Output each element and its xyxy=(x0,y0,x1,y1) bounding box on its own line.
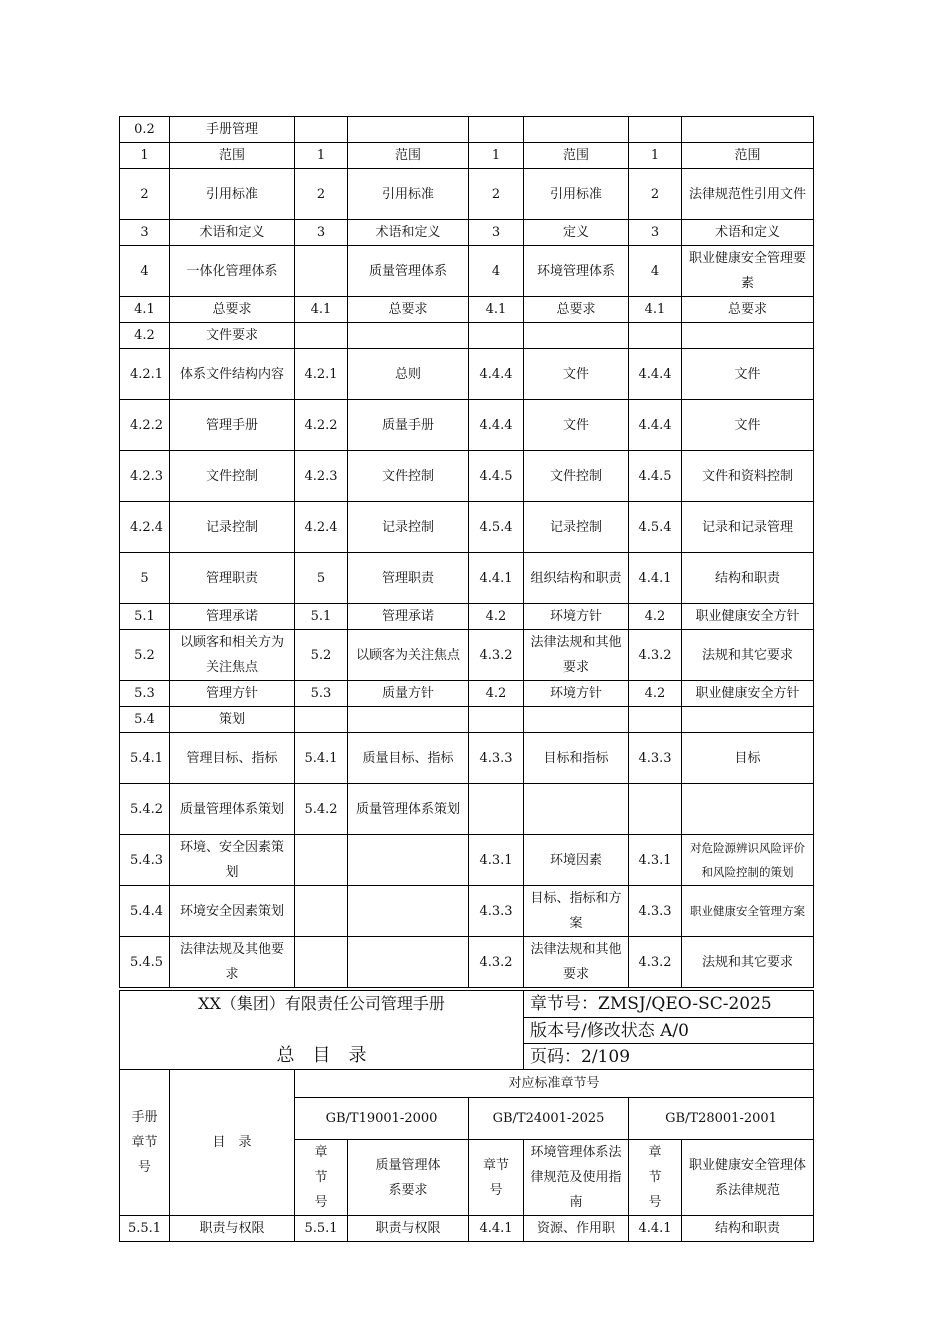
table-row xyxy=(120,1216,814,1242)
manual-title-cell: 总要求 xyxy=(170,297,295,323)
table-row xyxy=(120,220,814,246)
std2-section-cell: 4.3.3 xyxy=(469,733,524,784)
std2-title-cell: 文件控制 xyxy=(524,451,629,502)
manual-section-cell: 5.2 xyxy=(120,630,170,681)
std3-section-cell xyxy=(629,117,682,143)
manual-title-cell: 体系文件结构内容 xyxy=(170,349,295,400)
section-number-label: 章节号 xyxy=(629,1140,682,1216)
manual-section-cell: 5 xyxy=(120,553,170,604)
std3-section-cell: 4.4.4 xyxy=(629,400,682,451)
std3-title-cell: 文件 xyxy=(682,400,814,451)
table-row xyxy=(120,143,814,169)
manual-title-cell: 一体化管理体系 xyxy=(170,246,295,297)
manual-chapter-label: 手册章节号 xyxy=(120,1070,170,1216)
std3-title-cell: 结构和职责 xyxy=(682,553,814,604)
std1-section-cell: 5.4.1 xyxy=(295,733,348,784)
manual-title-cell: 管理职责 xyxy=(170,553,295,604)
std2-section-cell: 4.4.1 xyxy=(469,1216,524,1242)
table-row xyxy=(120,733,814,784)
std1-title-cell: 质量管理体系策划 xyxy=(348,784,469,835)
manual-title-cell: 记录控制 xyxy=(170,502,295,553)
std2-section-cell: 4.2 xyxy=(469,604,524,630)
std2-title-cell xyxy=(524,784,629,835)
table-row xyxy=(120,246,814,297)
manual-title-cell: 管理方针 xyxy=(170,681,295,707)
std2-title-cell: 文件 xyxy=(524,349,629,400)
manual-section-cell: 3 xyxy=(120,220,170,246)
std2-section-cell: 4.3.3 xyxy=(469,886,524,937)
header-title-cell xyxy=(120,991,524,1070)
std2-section-cell: 4.4.4 xyxy=(469,400,524,451)
std3-section-cell: 4.3.2 xyxy=(629,630,682,681)
manual-title-cell: 管理手册 xyxy=(170,400,295,451)
std2-section-cell xyxy=(469,784,524,835)
std1-section-cell xyxy=(295,835,348,886)
std2-title-cell: 记录控制 xyxy=(524,502,629,553)
std3-section-cell: 1 xyxy=(629,143,682,169)
manual-title-cell: 术语和定义 xyxy=(170,220,295,246)
std1-title-cell xyxy=(348,937,469,988)
std1-title-cell: 职责与权限 xyxy=(348,1216,469,1242)
std1-section-cell xyxy=(295,323,348,349)
manual-section-cell: 5.4.5 xyxy=(120,937,170,988)
manual-section-cell: 2 xyxy=(120,169,170,220)
manual-section-cell: 5.5.1 xyxy=(120,1216,170,1242)
std1-title-cell: 术语和定义 xyxy=(348,220,469,246)
manual-title-cell: 文件控制 xyxy=(170,451,295,502)
std3-section-cell xyxy=(629,784,682,835)
manual-title-cell: 管理目标、指标 xyxy=(170,733,295,784)
table-row xyxy=(120,604,814,630)
std1-section-cell xyxy=(295,246,348,297)
std1-title-cell: 记录控制 xyxy=(348,502,469,553)
std2-section-cell xyxy=(469,117,524,143)
std2-section-cell: 4 xyxy=(469,246,524,297)
std3-section-cell: 4.2 xyxy=(629,681,682,707)
std3-title-cell: 职业健康安全方针 xyxy=(682,681,814,707)
table-row xyxy=(120,707,814,733)
table-row xyxy=(120,169,814,220)
table-row xyxy=(120,784,814,835)
std1-title-cell: 以顾客为关注焦点 xyxy=(348,630,469,681)
manual-section-cell: 5.1 xyxy=(120,604,170,630)
table-row xyxy=(120,937,814,988)
std3-section-cell: 4.3.2 xyxy=(629,937,682,988)
manual-title-cell: 手册管理 xyxy=(170,117,295,143)
std3-title-cell xyxy=(682,323,814,349)
manual-section-cell: 5.3 xyxy=(120,681,170,707)
std3-title-cell: 目标 xyxy=(682,733,814,784)
std3-section-cell: 4.4.1 xyxy=(629,553,682,604)
std2-section-cell: 4.4.1 xyxy=(469,553,524,604)
document-header-block xyxy=(119,990,814,1242)
std1-section-cell: 4.2.3 xyxy=(295,451,348,502)
std1-title-cell xyxy=(348,707,469,733)
manual-section-cell: 4.2.1 xyxy=(120,349,170,400)
std1-section-cell xyxy=(295,707,348,733)
std1-title-cell xyxy=(348,323,469,349)
std3-section-cell: 4.4.4 xyxy=(629,349,682,400)
manual-section-cell: 4.2.2 xyxy=(120,400,170,451)
std2-title-cell: 环境方针 xyxy=(524,681,629,707)
manual-section-cell: 5.4 xyxy=(120,707,170,733)
manual-title-cell: 法律法规及其他要求 xyxy=(170,937,295,988)
std3-title-cell xyxy=(682,707,814,733)
corresponding-standard-label: 对应标准章节号 xyxy=(295,1070,814,1098)
table-row xyxy=(120,349,814,400)
std2-title-cell: 目标、指标和方案 xyxy=(524,886,629,937)
std2-title-cell xyxy=(524,707,629,733)
std1-section-cell: 5.3 xyxy=(295,681,348,707)
std3-requirement-label: 职业健康安全管理体系法律规范 xyxy=(682,1140,814,1216)
std3-title-cell: 结构和职责 xyxy=(682,1216,814,1242)
table-row xyxy=(120,681,814,707)
table-row xyxy=(120,400,814,451)
std3-title-cell xyxy=(682,117,814,143)
manual-section-cell: 5.4.2 xyxy=(120,784,170,835)
std2-title-cell: 环境因素 xyxy=(524,835,629,886)
std1-title-cell: 引用标准 xyxy=(348,169,469,220)
manual-title-cell: 管理承诺 xyxy=(170,604,295,630)
std3-section-cell: 3 xyxy=(629,220,682,246)
std2-title-cell: 环境方针 xyxy=(524,604,629,630)
std1-section-cell: 4.1 xyxy=(295,297,348,323)
std2-requirement-label: 环境管理体系法律规范及使用指南 xyxy=(524,1140,629,1216)
table-row xyxy=(120,117,814,143)
std2-title-cell: 文件 xyxy=(524,400,629,451)
toc-title: 总 目 录 xyxy=(276,1045,367,1066)
table-row xyxy=(120,835,814,886)
std3-title-cell: 法规和其它要求 xyxy=(682,630,814,681)
std3-title-cell: 记录和记录管理 xyxy=(682,502,814,553)
std3-title-cell: 文件和资料控制 xyxy=(682,451,814,502)
table-row xyxy=(120,630,814,681)
manual-section-cell: 5.4.3 xyxy=(120,835,170,886)
std2-section-cell: 4.2 xyxy=(469,681,524,707)
std2-title-cell: 组织结构和职责 xyxy=(524,553,629,604)
std2-section-cell: 3 xyxy=(469,220,524,246)
std1-title-cell: 范围 xyxy=(348,143,469,169)
table-row xyxy=(120,451,814,502)
std2-section-cell: 4.4.4 xyxy=(469,349,524,400)
std1-section-cell: 3 xyxy=(295,220,348,246)
std3-title-cell: 法规和其它要求 xyxy=(682,937,814,988)
std1-title-cell xyxy=(348,117,469,143)
std1-section-cell: 5.2 xyxy=(295,630,348,681)
std2-section-cell xyxy=(469,707,524,733)
manual-title-cell: 环境、安全因素策划 xyxy=(170,835,295,886)
std1-title-cell xyxy=(348,886,469,937)
std1-section-cell: 2 xyxy=(295,169,348,220)
std1-title-cell: 质量目标、指标 xyxy=(348,733,469,784)
section-number-label: 章节号 xyxy=(295,1140,348,1216)
manual-section-cell: 4.1 xyxy=(120,297,170,323)
std3-section-cell: 4.5.4 xyxy=(629,502,682,553)
std3-section-cell: 4.3.3 xyxy=(629,733,682,784)
std1-title-cell xyxy=(348,835,469,886)
std1-requirement-label: 质量管理体系要求 xyxy=(348,1140,469,1216)
std3-title-cell: 职业健康安全管理方案 xyxy=(682,886,814,937)
std3-title-cell: 法律规范性引用文件 xyxy=(682,169,814,220)
std2-title-cell: 目标和指标 xyxy=(524,733,629,784)
std3-section-cell: 4 xyxy=(629,246,682,297)
std2-title-cell: 法律法规和其他要求 xyxy=(524,630,629,681)
table-row xyxy=(120,886,814,937)
std1-title-cell: 质量管理体系 xyxy=(348,246,469,297)
manual-title-cell: 文件要求 xyxy=(170,323,295,349)
std1-section-cell xyxy=(295,937,348,988)
std2-section-cell: 4.3.2 xyxy=(469,937,524,988)
manual-title-cell: 引用标准 xyxy=(170,169,295,220)
std1-section-cell: 1 xyxy=(295,143,348,169)
std3-title-cell: 对危险源辨识风险评价和风险控制的策划 xyxy=(682,835,814,886)
std1-title-cell: 总则 xyxy=(348,349,469,400)
std3-title-cell: 总要求 xyxy=(682,297,814,323)
std2-title-cell: 范围 xyxy=(524,143,629,169)
std3-section-cell xyxy=(629,323,682,349)
std2-section-cell: 4.4.5 xyxy=(469,451,524,502)
manual-section-cell: 1 xyxy=(120,143,170,169)
table-row xyxy=(120,297,814,323)
std2-title-cell: 资源、作用职 xyxy=(524,1216,629,1242)
manual-section-cell: 5.4.1 xyxy=(120,733,170,784)
std1-title-cell: 质量手册 xyxy=(348,400,469,451)
std3-section-cell: 4.3.3 xyxy=(629,886,682,937)
std3-title-cell: 职业健康安全方针 xyxy=(682,604,814,630)
std2-title-cell: 总要求 xyxy=(524,297,629,323)
std1-section-cell: 5.5.1 xyxy=(295,1216,348,1242)
std1-section-cell xyxy=(295,886,348,937)
std2-section-cell: 2 xyxy=(469,169,524,220)
manual-title-cell: 范围 xyxy=(170,143,295,169)
page-number: 页码：2/109 xyxy=(524,1044,814,1070)
std3-title-cell: 文件 xyxy=(682,349,814,400)
std2-section-cell: 4.3.2 xyxy=(469,630,524,681)
version-status: 版本号/修改状态 A/0 xyxy=(524,1018,814,1044)
std2-title-cell: 引用标准 xyxy=(524,169,629,220)
manual-section-cell: 4 xyxy=(120,246,170,297)
std1-title-cell: 管理承诺 xyxy=(348,604,469,630)
std1-title-cell: 质量方针 xyxy=(348,681,469,707)
chapter-number: 章节号：ZMSJ/QEO-SC-2025 xyxy=(524,991,814,1018)
manual-title-cell: 以顾客和相关方为关注焦点 xyxy=(170,630,295,681)
std3-title-cell: 术语和定义 xyxy=(682,220,814,246)
std3-title-cell: 范围 xyxy=(682,143,814,169)
table-row xyxy=(120,502,814,553)
manual-section-cell: 4.2.4 xyxy=(120,502,170,553)
std1-section-cell: 4.2.1 xyxy=(295,349,348,400)
manual-title-cell: 策划 xyxy=(170,707,295,733)
section-number-label: 章节号 xyxy=(469,1140,524,1216)
std2-section-cell: 4.3.1 xyxy=(469,835,524,886)
manual-title-cell: 质量管理体系策划 xyxy=(170,784,295,835)
std3-title-cell xyxy=(682,784,814,835)
manual-section-cell: 0.2 xyxy=(120,117,170,143)
std3-section-cell: 4.1 xyxy=(629,297,682,323)
manual-section-cell: 4.2.3 xyxy=(120,451,170,502)
clause-mapping-table xyxy=(119,116,814,988)
std3-section-cell xyxy=(629,707,682,733)
table-row xyxy=(120,323,814,349)
std2-section-cell: 4.1 xyxy=(469,297,524,323)
std2-section-cell: 4.5.4 xyxy=(469,502,524,553)
std1-section-cell: 4.2.2 xyxy=(295,400,348,451)
std2-title-cell xyxy=(524,323,629,349)
std3-section-cell: 4.2 xyxy=(629,604,682,630)
std2-section-cell: 1 xyxy=(469,143,524,169)
manual-section-cell: 4.2 xyxy=(120,323,170,349)
std3-title-cell: 职业健康安全管理要素 xyxy=(682,246,814,297)
std2-title-cell: 法律法规和其他要求 xyxy=(524,937,629,988)
std2-title-cell: 定义 xyxy=(524,220,629,246)
std1-title-cell: 管理职责 xyxy=(348,553,469,604)
std3-section-cell: 4.4.1 xyxy=(629,1216,682,1242)
company-title: XX（集团）有限责任公司管理手册 xyxy=(198,994,445,1013)
std1-title-cell: 文件控制 xyxy=(348,451,469,502)
std1-title-cell: 总要求 xyxy=(348,297,469,323)
standard-gbt24001: GB/T24001-2025 xyxy=(469,1098,629,1140)
std2-title-cell xyxy=(524,117,629,143)
std3-section-cell: 4.3.1 xyxy=(629,835,682,886)
standard-gbt28001: GB/T28001-2001 xyxy=(629,1098,814,1140)
standard-gbt19001: GB/T19001-2000 xyxy=(295,1098,469,1140)
table-row xyxy=(120,553,814,604)
std1-section-cell: 5.4.2 xyxy=(295,784,348,835)
std2-title-cell: 环境管理体系 xyxy=(524,246,629,297)
std1-section-cell: 5.1 xyxy=(295,604,348,630)
std1-section-cell: 5 xyxy=(295,553,348,604)
manual-section-cell: 5.4.4 xyxy=(120,886,170,937)
std3-section-cell: 2 xyxy=(629,169,682,220)
std3-section-cell: 4.4.5 xyxy=(629,451,682,502)
manual-title-cell: 职责与权限 xyxy=(170,1216,295,1242)
std1-section-cell: 4.2.4 xyxy=(295,502,348,553)
contents-label: 目 录 xyxy=(170,1070,295,1216)
std1-section-cell xyxy=(295,117,348,143)
std2-section-cell xyxy=(469,323,524,349)
manual-title-cell: 环境安全因素策划 xyxy=(170,886,295,937)
